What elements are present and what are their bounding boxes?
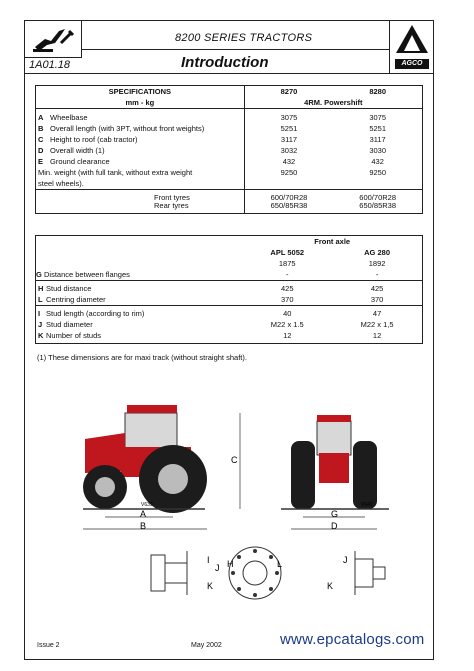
- weight-label-1: Min. weight (with full tank, without extra weight: [38, 168, 193, 177]
- header-bottom-rule: [25, 73, 433, 74]
- row-label: Centring diameter: [46, 295, 106, 304]
- footnote: (1) These dimensions are for maxi track (without straight shaft).: [37, 353, 247, 362]
- issue-label: Issue 2: [37, 642, 60, 649]
- spec-col2: 8280: [369, 87, 386, 96]
- row-v1: M22 x 1.5: [270, 320, 304, 329]
- row-letter: K: [38, 331, 44, 340]
- dim-d-label: D: [331, 521, 338, 531]
- row-v2: 12: [372, 331, 382, 340]
- row-v2: -: [375, 270, 379, 279]
- hub-flange-front: [229, 547, 281, 599]
- tool-logo-box: [25, 21, 82, 58]
- row-letter: H: [38, 284, 44, 293]
- row-v2: M22 x 1,5: [360, 320, 394, 329]
- dim-g-label: G: [331, 509, 339, 519]
- axle-code1: 1875: [278, 259, 296, 268]
- agco-label: AGCO: [395, 59, 429, 69]
- axle-code2: 1892: [368, 259, 386, 268]
- row-label: Height to roof (cab tractor): [50, 135, 138, 144]
- tractor-dimension-figure: [55, 377, 415, 607]
- dim-j-label-right: J: [343, 555, 348, 565]
- dim-i-label: I: [207, 555, 210, 565]
- page-title: Introduction: [181, 54, 269, 71]
- header-rule: [81, 49, 389, 50]
- dim-a-label: A: [140, 509, 147, 519]
- agco-logo: [389, 21, 434, 73]
- axle-col2: AG 280: [364, 248, 390, 257]
- axle-group-title: Front axle: [314, 237, 351, 246]
- front-tyre-1: 600/70R28: [270, 193, 308, 202]
- row-v1: 3032: [244, 145, 333, 156]
- axle-col1: APL 5052: [270, 248, 305, 257]
- row-v2: 432: [371, 157, 384, 166]
- rear-tyre-2: 650/85R38: [359, 201, 396, 210]
- row-v2: 3117: [369, 135, 386, 144]
- row-letter: I: [38, 309, 41, 318]
- spec-head-label: SPECIFICATIONS: [108, 87, 172, 96]
- row-letter: J: [38, 320, 43, 329]
- dim-k-label-left: K: [207, 581, 214, 591]
- row-label: Distance between flanges: [44, 270, 130, 279]
- rear-tyre-1: 650/85R38: [270, 201, 308, 210]
- row-label: Stud length (according to rim): [46, 309, 145, 318]
- row-label: Ground clearance: [50, 157, 110, 166]
- row-v1: 3117: [244, 134, 333, 145]
- row-letter: B: [38, 124, 44, 133]
- wrench-icon: [25, 21, 81, 57]
- row-label: Wheelbase: [50, 113, 88, 122]
- hub-side-left: [151, 551, 187, 595]
- row-v1: 432: [244, 156, 333, 167]
- dim-l-label: L: [277, 559, 283, 569]
- row-letter: A: [38, 113, 44, 122]
- row-v2: 425: [332, 281, 422, 295]
- front-tyres-label: Front tyres: [154, 193, 190, 202]
- weight-label-2: steel wheels).: [38, 179, 84, 188]
- row-v2: 3075: [333, 109, 422, 124]
- hub-side-right: [355, 551, 385, 595]
- row-label: Number of studs: [46, 331, 102, 340]
- agco-triangle-icon: [390, 21, 434, 57]
- row-letter: G: [36, 270, 42, 279]
- row-v2: 47: [332, 306, 422, 320]
- front-view-code: V642: [361, 502, 373, 508]
- tractor-front-view: [281, 415, 389, 509]
- weight-v1: 9250: [244, 167, 333, 190]
- dim-h-label: H: [227, 559, 234, 569]
- row-label: Overall length (with 3PT, without front weights): [50, 124, 205, 133]
- row-letter: D: [38, 146, 44, 155]
- series-title: 8200 SERIES TRACTORS: [175, 32, 313, 44]
- dim-k-label-right: K: [327, 581, 334, 591]
- row-label: Overall width (1): [50, 146, 105, 155]
- row-v2: 3030: [369, 146, 386, 155]
- row-letter: E: [38, 157, 44, 166]
- row-v2: 370: [370, 295, 384, 304]
- side-view-code: V639: [141, 502, 153, 508]
- front-axle-table: [35, 235, 423, 344]
- row-v1: 3075: [244, 109, 333, 124]
- row-letter: L: [38, 295, 43, 304]
- tractor-side-view: [83, 405, 207, 513]
- row-letter: C: [38, 135, 44, 144]
- row-label: Stud diameter: [46, 320, 93, 329]
- row-v2: 5251: [369, 124, 386, 133]
- row-v1: 425: [242, 281, 332, 295]
- rear-tyres-label: Rear tyres: [154, 201, 189, 210]
- dim-b-label: B: [140, 521, 147, 531]
- site-watermark: www.epcatalogs.com: [280, 631, 425, 648]
- date-label: May 2002: [191, 642, 222, 649]
- row-v1: -: [285, 270, 289, 279]
- specifications-table: [35, 85, 423, 214]
- spec-subhead: 4RM. Powershift: [244, 97, 422, 109]
- row-v1: 5251: [244, 123, 333, 134]
- weight-v2: 9250: [369, 168, 386, 177]
- row-v1: 40: [242, 306, 332, 320]
- dim-j-label-left: J: [215, 563, 220, 573]
- section-ref: 1A01.18: [29, 59, 70, 71]
- spec-units: mm - kg: [125, 98, 155, 107]
- manual-page: [24, 20, 434, 660]
- row-label: Stud distance: [46, 284, 92, 293]
- row-v1: 370: [280, 295, 294, 304]
- front-tyre-2: 600/70R28: [359, 193, 396, 202]
- dim-c-label: C: [231, 455, 238, 465]
- row-v1: 12: [283, 331, 292, 340]
- spec-col1: 8270: [244, 86, 333, 98]
